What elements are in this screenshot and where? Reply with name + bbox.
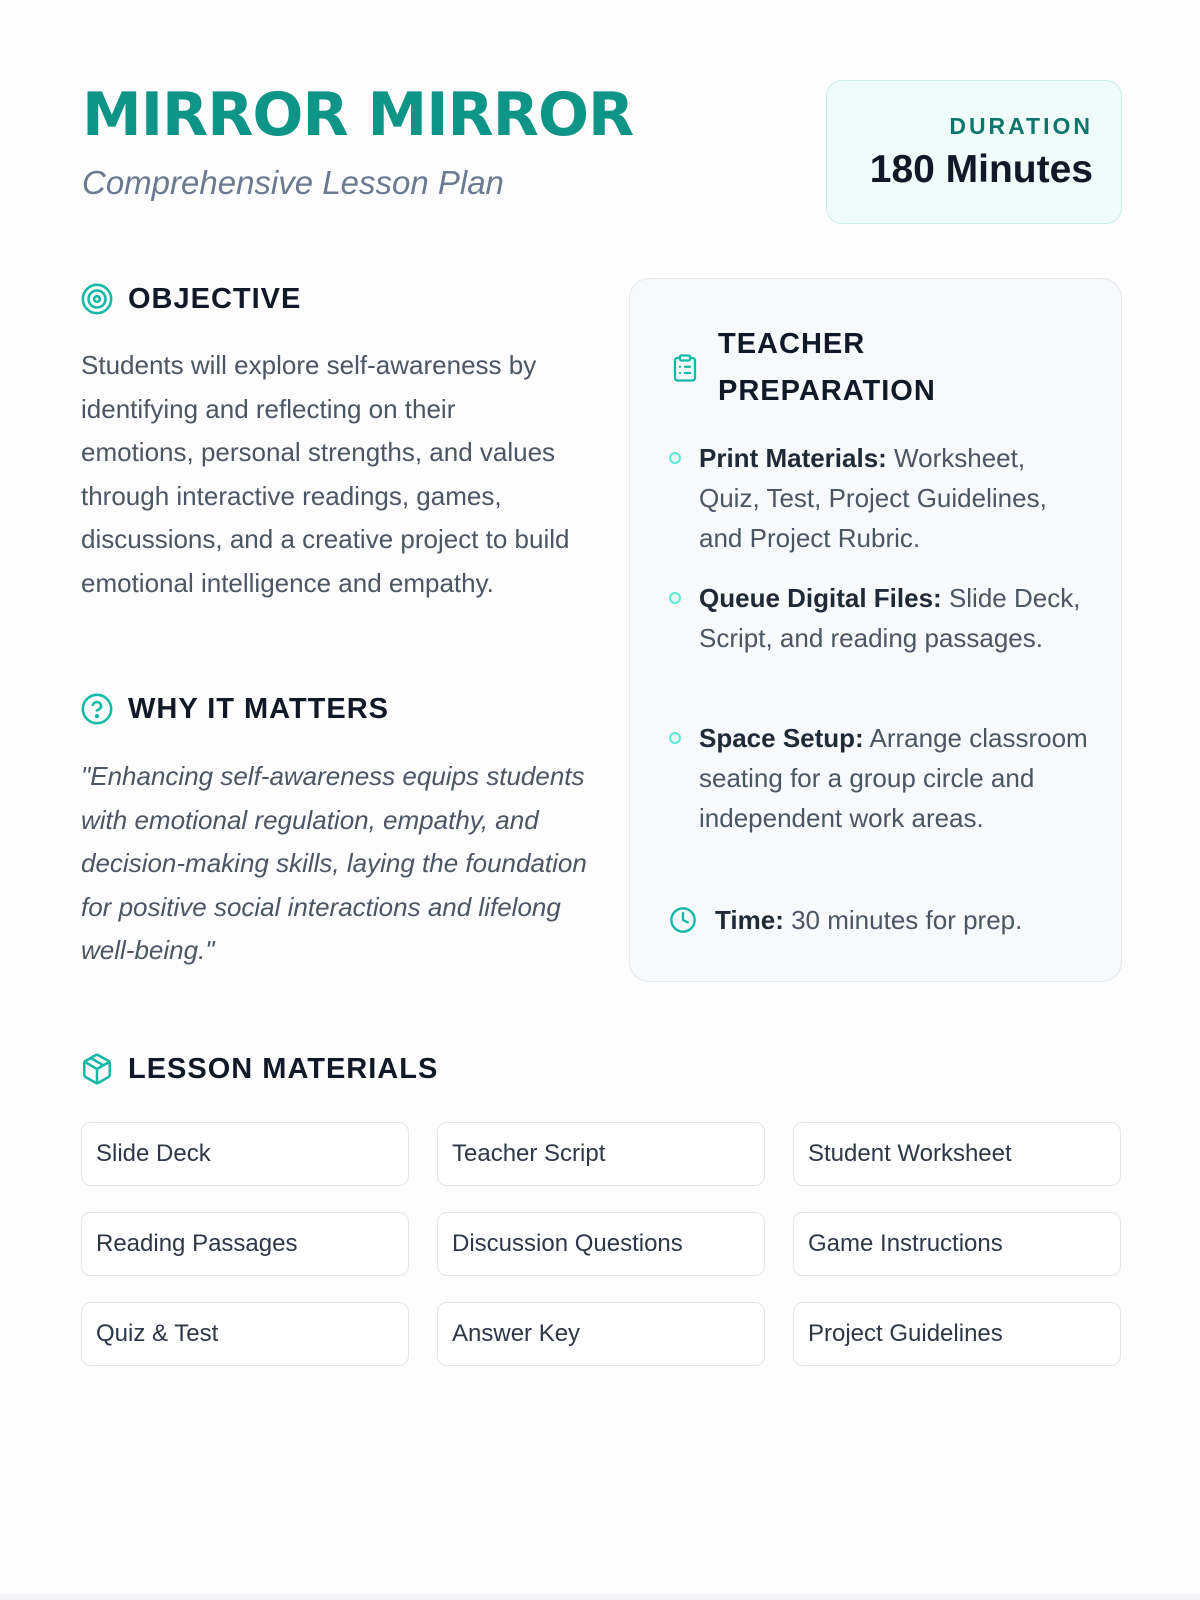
prep-item-text: Worksheet, Quiz, Test, Project Guidelines, and Project Rubric. xyxy=(699,443,1047,553)
objective-heading xyxy=(80,282,301,316)
prep-item-text: Arrange classroom seating for a group circle and independent work areas. xyxy=(699,723,1088,833)
bullet-icon xyxy=(669,592,681,604)
prep-item-label: Space Setup: xyxy=(699,723,864,753)
material-item-teacher-script[interactable]: Teacher Script xyxy=(437,1122,765,1186)
why-heading xyxy=(80,692,389,726)
prep-item-label: Time: xyxy=(715,905,784,935)
material-item-slide-deck[interactable]: Slide Deck xyxy=(81,1122,409,1186)
prep-item-digital xyxy=(669,578,1089,658)
materials-heading xyxy=(80,1052,438,1086)
prep-item-label: Queue Digital Files: xyxy=(699,583,942,613)
prep-item-text: 30 minutes for prep. xyxy=(783,905,1023,935)
prep-item-space xyxy=(669,718,1089,838)
duration-label: DURATION xyxy=(949,113,1093,139)
prep-item-time xyxy=(669,900,1099,940)
bullet-icon xyxy=(669,452,681,464)
prep-item-print xyxy=(669,438,1089,558)
material-item-discussion-questions[interactable]: Discussion Questions xyxy=(437,1212,765,1276)
clipboard-icon xyxy=(670,353,700,383)
prep-item-label: Print Materials: xyxy=(699,443,887,473)
objective-text: Students will explore self-awareness by identifying and reflecting on their emotions, personal strengths, and values through interactive readings, games, discussions, and a creative project to build emotional intelligence and empathy. xyxy=(81,350,570,598)
material-item-project-guidelines[interactable]: Project Guidelines xyxy=(793,1302,1121,1366)
duration-value: 180 Minutes xyxy=(869,148,1093,191)
materials-heading-label: LESSON MATERIALS xyxy=(128,1052,439,1085)
objective-heading-label: OBJECTIVE xyxy=(128,282,302,315)
prep-heading xyxy=(670,321,978,415)
material-item-quiz-test[interactable]: Quiz & Test xyxy=(81,1302,409,1366)
page-title: MIRROR MIRROR xyxy=(82,80,634,150)
why-heading-label: WHY IT MATTERS xyxy=(128,692,390,725)
material-item-game-instructions[interactable]: Game Instructions xyxy=(793,1212,1121,1276)
question-circle-icon xyxy=(80,692,114,726)
bullet-icon xyxy=(669,732,681,744)
prep-item-text: Slide Deck, Script, and reading passages. xyxy=(699,583,1081,653)
clock-icon xyxy=(669,906,697,934)
material-item-student-worksheet[interactable]: Student Worksheet xyxy=(793,1122,1121,1186)
page-subtitle: Comprehensive Lesson Plan xyxy=(82,164,504,201)
prep-heading-label: TEACHER PREPARATION xyxy=(718,328,936,407)
duration-card xyxy=(826,80,1122,224)
package-icon xyxy=(80,1052,114,1086)
target-icon xyxy=(80,282,114,316)
why-quote: "Enhancing self-awareness equips students with emotional regulation, empathy, and decision-making skills, laying the foundation for positive social interactions and lifelong well-being." xyxy=(81,761,587,965)
material-item-reading-passages[interactable]: Reading Passages xyxy=(81,1212,409,1276)
material-item-answer-key[interactable]: Answer Key xyxy=(437,1302,765,1366)
